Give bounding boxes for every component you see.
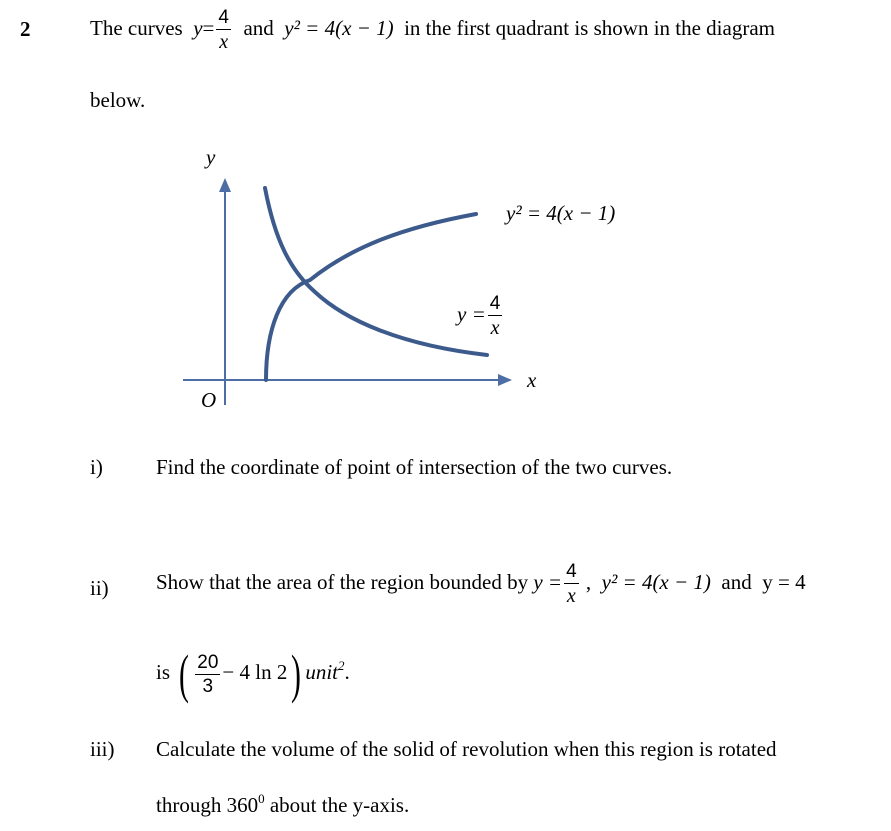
y-axis-label: y xyxy=(206,145,216,169)
area-unit: unit xyxy=(305,659,338,684)
part-i-label: i) xyxy=(90,455,103,479)
part-iii-label: iii) xyxy=(90,737,115,761)
part-ii-eq2: y² = 4(x − 1) xyxy=(601,569,711,594)
x-axis-label: x xyxy=(527,368,537,392)
intro-and: and xyxy=(243,15,274,40)
curve-hyperbola-denominator: x xyxy=(490,317,500,339)
curve-hyperbola-lhs: y = xyxy=(457,301,486,326)
question-number: 2 xyxy=(20,17,31,41)
intro-lead: The curves xyxy=(90,15,183,40)
part-ii-line1 xyxy=(156,562,806,606)
part-ii-eq1-fraction xyxy=(564,562,579,606)
part-iii-angle: 360 xyxy=(226,793,259,817)
question-intro-line1: The curves y= $\frac{4}{x}$ and y² = 4(x − 1) in the first quadrant is shown in the diagram xyxy=(90,7,775,53)
curve-hyperbola-numerator: 4 xyxy=(489,293,501,314)
part-i-text: Find the coordinate of point of intersection of the two curves. xyxy=(156,455,673,479)
axes xyxy=(183,178,512,405)
part-iii-angle-sup: 0 xyxy=(258,791,265,806)
area-period: . xyxy=(344,659,350,684)
x-axis-arrow-icon xyxy=(498,374,512,386)
part-iii-line1: Calculate the volume of the solid of revolution when this region is rotated xyxy=(156,737,777,761)
intro-eq1-denominator: x xyxy=(219,31,229,53)
area-fraction xyxy=(195,653,220,696)
y-axis-arrow-icon xyxy=(219,178,231,192)
curve-hyperbola-label xyxy=(457,294,504,338)
part-ii-sep: , xyxy=(585,569,592,594)
curve-sqrt-label: y² = 4(x − 1) xyxy=(506,201,616,225)
part-ii-eq3: y = 4 xyxy=(762,569,806,594)
area-rest: − 4 ln 2 xyxy=(222,659,288,684)
area-denominator: 3 xyxy=(202,675,214,697)
origin-label: O xyxy=(201,388,217,412)
part-iii-tail: about the y-axis. xyxy=(269,793,410,817)
area-unit-sup: 2 xyxy=(337,657,345,673)
area-numerator: 20 xyxy=(197,651,219,673)
right-paren: ) xyxy=(291,644,302,704)
intro-eq2: y² = 4(x − 1) xyxy=(284,15,394,40)
part-ii-eq1-lhs: y = xyxy=(533,569,563,594)
part-ii-and: and xyxy=(721,569,752,594)
part-iii-line2 xyxy=(156,793,409,818)
part-ii-line2 xyxy=(156,644,350,704)
part-ii-eq1-numerator: 4 xyxy=(566,561,577,582)
intro-eq1-lhs: y xyxy=(193,15,203,40)
part-iii-lead: through xyxy=(156,793,222,817)
intro-eq1-numerator: 4 xyxy=(218,7,229,28)
part-ii-is: is xyxy=(156,659,171,684)
left-paren: ( xyxy=(179,644,190,704)
curve-hyperbola xyxy=(265,188,487,355)
part-ii-lead: Show that the area of the region bounded by xyxy=(156,569,529,594)
part-ii-label: ii) xyxy=(90,576,109,600)
intro-tail: in the first quadrant is shown in the diagram xyxy=(404,15,775,40)
part-ii-eq1-denominator: x xyxy=(566,585,576,607)
curve-hyperbola-fraction xyxy=(488,294,503,338)
question-intro-line2: below. xyxy=(90,88,146,112)
curve-sqrt xyxy=(266,214,476,380)
